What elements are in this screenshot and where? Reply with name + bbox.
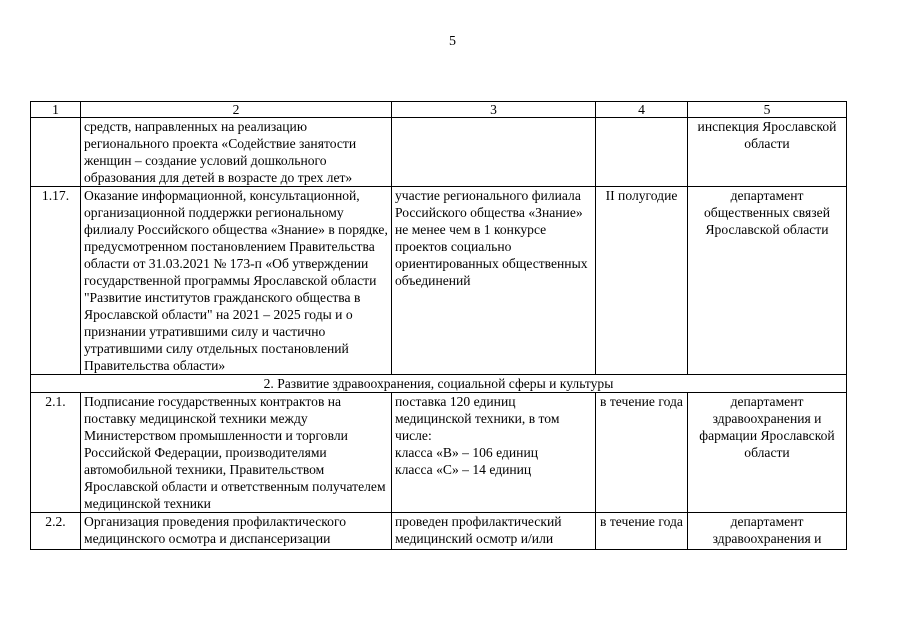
- result-text: проведен профилактический медицинский осмотр и/или: [395, 514, 562, 546]
- result-line: класса «С» – 14 единиц: [395, 462, 532, 477]
- term-cell: II полугодие: [596, 187, 688, 375]
- executor-cell: департамент общественных связей Ярославской области: [688, 187, 847, 375]
- result-cell: [392, 393, 596, 513]
- result-cell: [392, 513, 596, 550]
- table-row: [31, 118, 847, 187]
- measure-text: Организация проведения профилактического медицинского осмотра и диспансеризации: [84, 514, 346, 546]
- header-row: [31, 102, 847, 118]
- measure-cell: Подписание государственных контрактов на поставку медицинской техники между Министерством промышленности и торговли Российской Федерации, производителями автомобильной техники, Правительством Ярославской области и ответственным получателем медицинской техники: [81, 393, 392, 513]
- row-number: 1.17.: [31, 187, 81, 375]
- header-col-1: 1: [31, 102, 81, 118]
- plan-table: [30, 101, 847, 550]
- page-number: 5: [449, 34, 456, 49]
- section-title: 2. Развитие здравоохранения, социальной сферы и культуры: [31, 375, 847, 393]
- result-cell: [392, 118, 596, 187]
- row-number: [31, 513, 81, 550]
- header-col-4: 4: [596, 102, 688, 118]
- executor-cell: департамент здравоохранения и фармации Ярославской области: [688, 393, 847, 513]
- result-line: класса «В» – 106 единиц: [395, 445, 538, 460]
- term-cell: [596, 513, 688, 550]
- section-row: [31, 375, 847, 393]
- header-col-5: 5: [688, 102, 847, 118]
- term-cell: [596, 118, 688, 187]
- executor-cell: инспекция Ярославской области: [688, 118, 847, 187]
- result-line: поставка 120 единиц медицинской техники, в том числе:: [395, 394, 560, 443]
- table-row: [31, 513, 847, 550]
- executor-text: департамент здравоохранения и: [712, 514, 822, 546]
- measure-cell: Оказание информационной, консультационной, организационной поддержки региональному филиалу Российского общества «Знание» в порядке, предусмотренном постановлением Правительства области от 31.03.2021 № 173-п «Об утверждении государственной программы Ярославской области "Развитие институтов гражданского общества в Ярославской области" на 2021 – 2025 годы и о признании утратившими силу и частично утратившими силу отдельных постановлений Правительства области»: [81, 187, 392, 375]
- measure-cell: [81, 513, 392, 550]
- measure-cell: средств, направленных на реализацию регионального проекта «Содействие занятости женщин – создание условий дошкольного образования для детей в возрасте до трех лет»: [81, 118, 392, 187]
- executor-cell: [688, 513, 847, 550]
- table-row: [31, 393, 847, 513]
- term-text: в течение года: [600, 514, 683, 529]
- header-col-2: 2: [81, 102, 392, 118]
- row-number: [31, 118, 81, 187]
- result-cell: участие регионального филиала Российского общества «Знание» не менее чем в 1 конкурсе проектов социально ориентированных общественных объединений: [392, 187, 596, 375]
- row-number-text: 2.2.: [45, 514, 66, 529]
- table-row: [31, 187, 847, 375]
- row-number: 2.1.: [31, 393, 81, 513]
- term-cell: в течение года: [596, 393, 688, 513]
- header-col-3: 3: [392, 102, 596, 118]
